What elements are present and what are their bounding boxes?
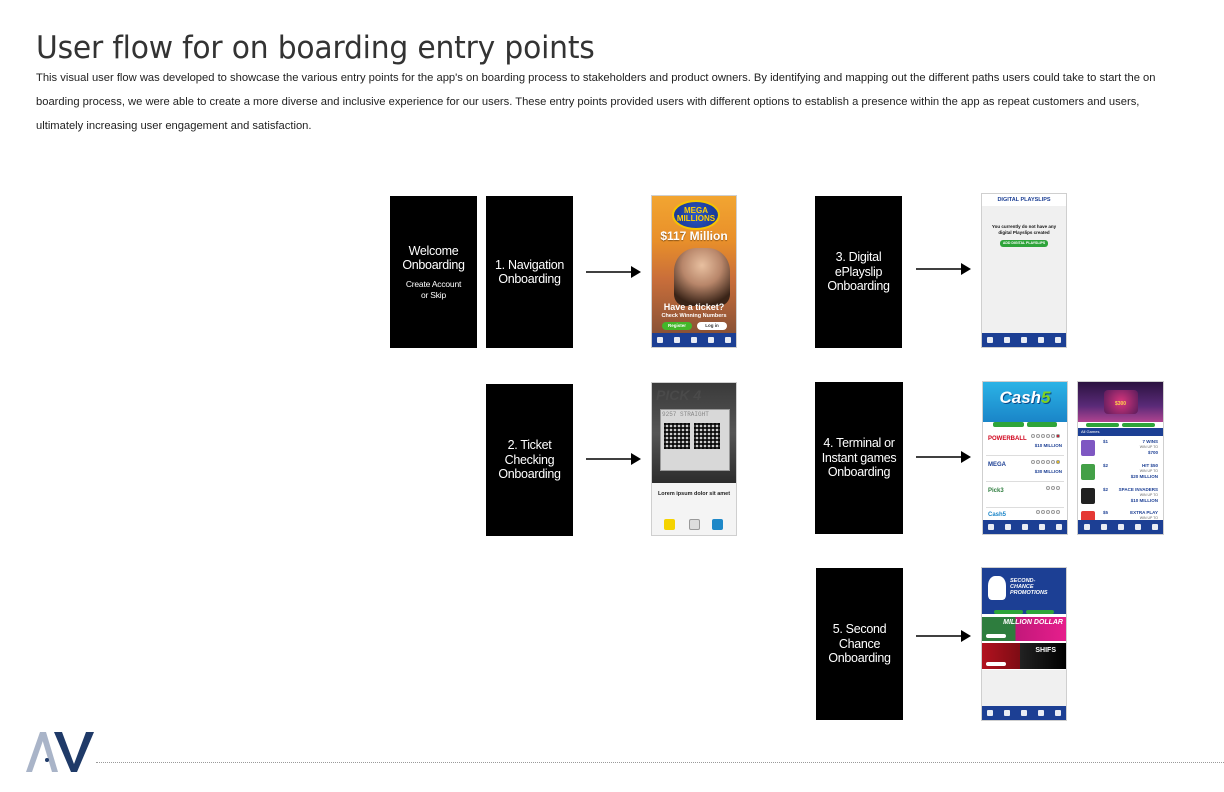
tab-bar [982, 333, 1066, 347]
instant-game-item[interactable]: $2 SPACE INVADERS WIN UP TO $10 MILLION [1081, 485, 1160, 509]
arrow-right-icon [586, 451, 642, 467]
instant-banner-text: $300 [1114, 401, 1127, 407]
flash-icon[interactable] [664, 519, 675, 530]
cash5-logo: Cash5 [999, 388, 1051, 407]
person-image [674, 248, 730, 306]
jackpot-amount: $117 Million [660, 229, 728, 243]
cash5-tabs[interactable] [993, 422, 1057, 427]
game-row[interactable]: POWERBALL $10 MILLION [986, 430, 1064, 456]
ticket-scanner-screen [651, 382, 737, 536]
promo-card[interactable]: SHIFS [982, 643, 1066, 669]
instant-game-item[interactable]: $2 HIT $50 WIN UP TO $20 MILLION [1081, 461, 1160, 485]
welcome-onboarding-box [390, 196, 477, 348]
second-chance-banner-text: SECOND-CHANCE PROMOTIONS [1010, 578, 1048, 596]
pick4-logo: PICK 4 [656, 387, 702, 403]
arrow-right-icon [916, 261, 972, 277]
instant-subnav[interactable]: All Games [1078, 428, 1163, 436]
ticket-checking-onboarding-box [486, 384, 573, 536]
instant-game-item[interactable]: $1 7 WINS WIN UP TO $700 [1081, 437, 1160, 461]
digital-playslips-screen [981, 193, 1067, 348]
arrow-right-icon [916, 628, 972, 644]
empty-message: You currently do not have any digital Playslips created [991, 224, 1057, 235]
ticket-checking-title: 2. Ticket Checking Onboarding [498, 438, 561, 482]
page-title: User flow for on boarding entry points [36, 30, 595, 66]
qr-code-icon [694, 423, 720, 449]
footer-divider [96, 762, 1224, 763]
add-playslip-button[interactable]: ADD DIGITAL PLAYSLIPS [1000, 240, 1048, 247]
lorem-text: Lorem ipsum dolor sit amet [657, 491, 731, 497]
arrow-right-icon [586, 264, 642, 280]
cash5-screen [982, 381, 1068, 535]
tab-bar [983, 520, 1067, 534]
instant-games-screen [1077, 381, 1164, 535]
second-chance-onboarding-box [816, 568, 903, 720]
game-row[interactable]: Pick3 [986, 482, 1064, 508]
tab-bar [652, 333, 736, 347]
mega-millions-screen [651, 195, 737, 348]
promo-card[interactable]: MILLION DOLLAR [982, 617, 1066, 641]
qr-code-icon [664, 423, 690, 449]
av-logo [24, 730, 96, 774]
digital-playslip-onboarding-box [815, 196, 902, 348]
gallery-icon[interactable] [689, 519, 700, 530]
terminal-instant-title: 4. Terminal or Instant games Onboarding [821, 436, 897, 480]
arrow-right-icon [916, 449, 972, 465]
game-row[interactable]: Cash5 [986, 506, 1064, 532]
second-chance-title: 5. Second Chance Onboarding [828, 622, 891, 666]
tab-bar [1078, 520, 1163, 534]
terminal-instant-onboarding-box [815, 382, 903, 534]
digital-playslip-title: 3. Digital ePlayslip Onboarding [827, 250, 890, 294]
instant-tabs[interactable] [1086, 423, 1155, 427]
second-chance-body [982, 670, 1066, 706]
instant-game-item[interactable]: $5 EXTRA PLAY WIN UP TO [1081, 508, 1160, 532]
scan-text: 9257 STRAIGHT [662, 411, 709, 418]
have-ticket-text: Have a ticket? [663, 302, 725, 312]
login-button[interactable]: Log in [697, 322, 727, 330]
welcome-title: Welcome Onboarding [402, 243, 465, 272]
game-row[interactable]: MEGA $30 MILLION [986, 456, 1064, 482]
welcome-subtitle: Create Account or Skip [405, 278, 462, 300]
mega-millions-logo: MEGA MILLIONS [672, 200, 720, 230]
check-numbers-text: Check Winning Numbers [661, 313, 727, 319]
register-button[interactable]: Register [662, 322, 692, 330]
mascot-image [988, 576, 1006, 600]
tab-bar [982, 706, 1066, 720]
navigation-onboarding-box [486, 196, 573, 348]
second-chance-screen [981, 567, 1067, 721]
playslips-header: DIGITAL PLAYSLIPS [982, 194, 1066, 206]
intro-paragraph: This visual user flow was developed to showcase the various entry points for the app's on boarding process to stakeholders and product owners. By identifying and mapping out the different paths users could take to start the on boarding process, we were able to create a more diverse and inclusive experience for our users. These entry points provided users with different options to establish a presence within the app as repeat customers and users, ultimately increasing user engagement and satisfaction. [36, 72, 1156, 132]
help-icon[interactable] [712, 519, 723, 530]
navigation-title: 1. Navigation Onboarding [494, 257, 565, 286]
second-chance-tabs[interactable] [994, 610, 1054, 614]
